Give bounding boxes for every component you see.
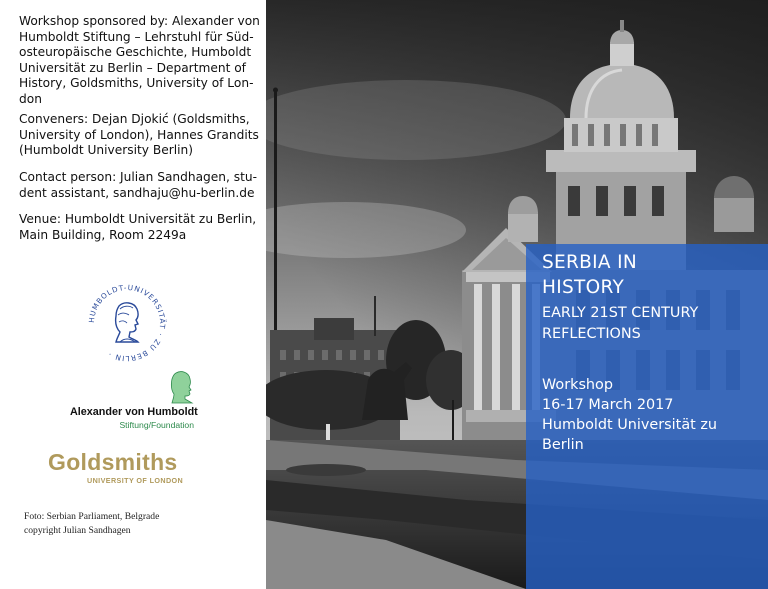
title-line1: SERBIA IN [542,252,637,273]
conveners-text: Conveners: Dejan Djokić (Goldsmiths, University of London), Hannes Grandits (Humboldt University Berlin) [19,112,259,158]
goldsmiths-subtitle: UNIVERSITY OF LONDON [87,476,184,485]
photo-credit-line2: copyright Julian Sandhagen [24,525,131,536]
event-title-panel [526,244,768,589]
venue-text: Venue: Humboldt Universität zu Berlin, Main Building, Room 2249a [19,212,257,242]
goldsmiths-name: Goldsmiths [48,449,178,475]
subtitle-line1: EARLY 21ST CENTURY [542,305,699,321]
avh-subtitle: Stiftung/Foundation [119,420,194,430]
title-line2: HISTORY [542,277,625,298]
humboldt-university-seal [86,282,168,364]
photo-credit-line1: Foto: Serbian Parliament, Belgrade [24,511,160,522]
avh-name: Alexander von Humboldt [70,406,198,418]
event-type: Workshop [542,377,613,393]
goldsmiths-logo [48,449,198,489]
event-location-line2: Berlin [542,437,584,453]
svg-text:HUMBOLDT-UNIVERSITÄT · ZU BERL: HUMBOLDT-UNIVERSITÄT · ZU BERLIN · [86,282,168,364]
sponsor-text: Workshop sponsored by: Alexander von Humboldt Stiftung – Lehrstuhl für Süd-osteuropäische Geschichte, Humboldt Universität zu Berlin – Department of History, Goldsmiths, University of Lon-don [19,14,260,106]
subtitle-line2: REFLECTIONS [542,326,641,342]
event-dates: 16-17 March 2017 [542,397,674,413]
contact-text: Contact person: Julian Sandhagen, stu-dent assistant, sandhaju@hu-berlin.de [19,170,258,200]
info-column [0,0,266,589]
humboldt-profile-icon [166,370,196,404]
avh-foundation-logo [70,370,198,430]
event-location-line1: Humboldt Universität zu [542,417,718,433]
